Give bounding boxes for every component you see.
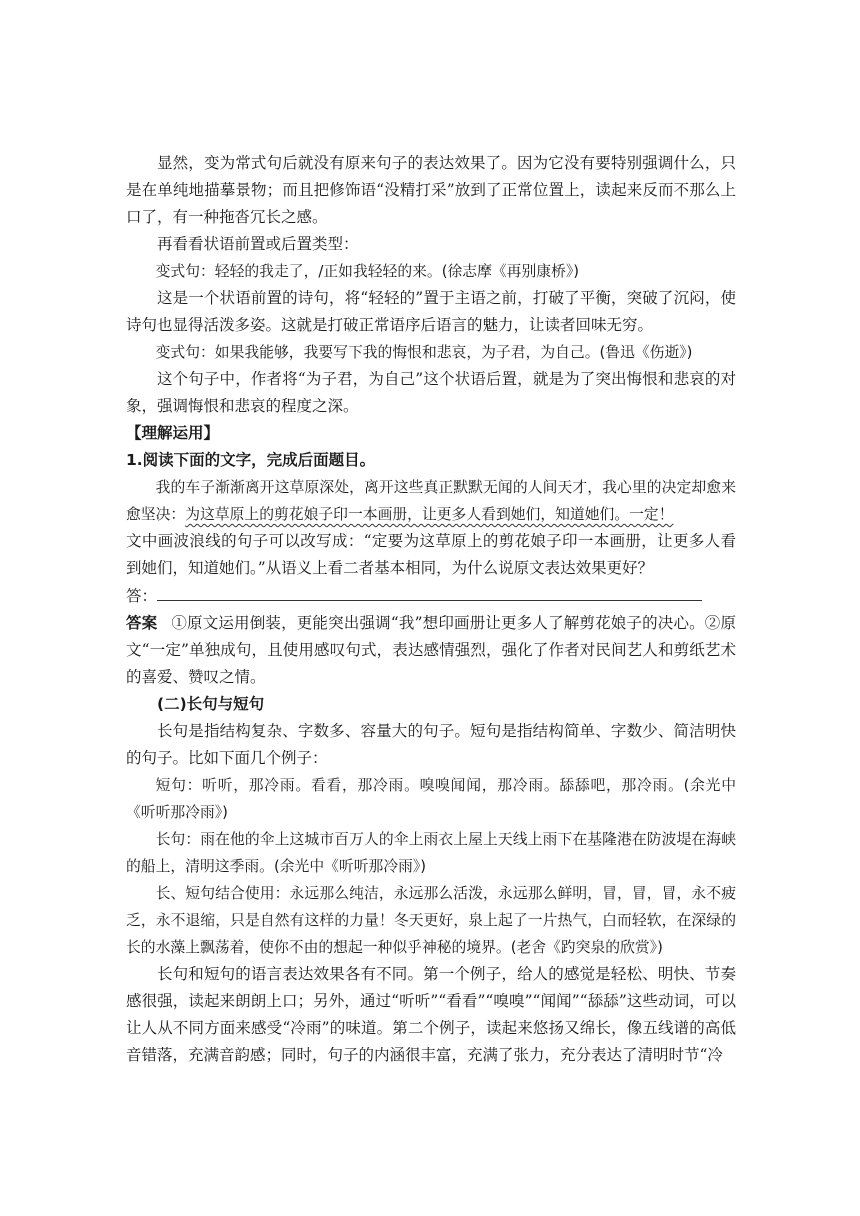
example-sentence: 变式句：如果我能够，我要写下我的悔恨和悲哀，为子君，为自己。(鲁迅《伤逝》): [155, 344, 693, 361]
example-sentence: 长、短句结合使用：永远那么纯洁，永远那么活泼，永远那么鲜明，冒，冒，冒，永不疲乏，永不退缩，只是自然有这样的力量！冬天更好，泉上起了一片热气，白而轻软，在深绿的长的水藻上飘荡着，使你不由的想起一种似乎神秘的境界。(老舍《趵突泉的欣赏》): [126, 885, 736, 956]
paragraph: 再看看状语前置或后置类型：: [157, 235, 359, 253]
question-passage: [126, 474, 736, 528]
section-title: 【理解运用】: [126, 424, 220, 442]
paragraph: 长句和短句的语言表达效果各有不同。第一个例子，给人的感觉是轻松、明快、节奏感很强，读起来朗朗上口；另外，通过“听听”“看看”“嗅嗅”“闻闻”“舔舔”这些动词，可以让人从不同方面来感受“冷雨”的味道。第二个例子，读起来悠扬又绵长，像五线谱的高低音错落，充满音韵感；同时，句子的内涵很丰富，充满了张力，充分表达了清明时节“冷: [126, 965, 736, 1064]
document-page: [126, 150, 736, 1069]
example-sentence: 变式句：轻轻的我走了，/正如我轻轻的来。(徐志摩《再别康桥》): [155, 263, 580, 280]
example-sentence: 短句：听听，那冷雨。看看，那冷雨。嗅嗅闻闻，那冷雨。舔舔吧，那冷雨。(余光中《听听那冷雨》): [126, 777, 736, 821]
answer-blank[interactable]: [157, 582, 702, 601]
answer-label: 答案: [126, 614, 158, 632]
answer-prefix: 答：: [126, 587, 158, 605]
question-title: 1.阅读下面的文字，完成后面题目。: [126, 451, 376, 469]
answer-line: [126, 582, 736, 610]
paragraph: 这是一个状语前置的诗句，将“轻轻的”置于主语之前，打破了平衡，突破了沉闷，使诗句也显得活泼多姿。这就是打破正常语序后语言的魅力，让读者回味无穷。: [126, 289, 736, 334]
wavy-underlined-sentence: 为这草原上的剪花娘子印一本画册，让更多人看到她们，知道她们。一定！: [185, 506, 674, 523]
example-sentence: 长句：雨在他的伞上这城市百万人的伞上雨衣上屋上天线上雨下在基隆港在防波堤在海峡的船上，清明这季雨。(余光中《听听那冷雨》): [126, 831, 736, 875]
answer-text: ①原文运用倒装，更能突出强调“我”想印画册让更多人了解剪花娘子的决心。②原文“一定”单独成句，且使用感叹句式，表达感情强烈，强化了作者对民间艺人和剪纸艺术的喜爱、赞叹之情。: [126, 614, 736, 686]
answer-block: [126, 610, 736, 691]
section2-title: (二)长句与短句: [157, 695, 265, 713]
paragraph: 这个句子中，作者将“为子君，为自己”这个状语后置，就是为了突出悔恨和悲哀的对象，强调悔恨和悲哀的程度之深。: [126, 370, 736, 415]
paragraph: 显然，变为常式句后就没有原来句子的表达效果了。因为它没有要特别强调什么，只是在单纯地描摹景物；而且把修饰语“没精打采”放到了正常位置上，读起来反而不那么上口了，有一种拖沓冗长之感。: [126, 154, 736, 226]
question-prompt: 文中画波浪线的句子可以改写成：“定要为这草原上的剪花娘子印一本画册，让更多人看到她们，知道她们。”从语义上看二者基本相同，为什么说原文表达效果更好？: [126, 532, 736, 577]
passage-text: 我的车子渐渐离开这草原深处，离开这些真正默默无闻的人间天才，我心里的决定却愈来愈坚决：: [126, 479, 736, 523]
paragraph: 长句是指结构复杂、字数多、容量大的句子。短句是指结构简单、字数少、简洁明快的句子。比如下面几个例子：: [126, 722, 736, 767]
